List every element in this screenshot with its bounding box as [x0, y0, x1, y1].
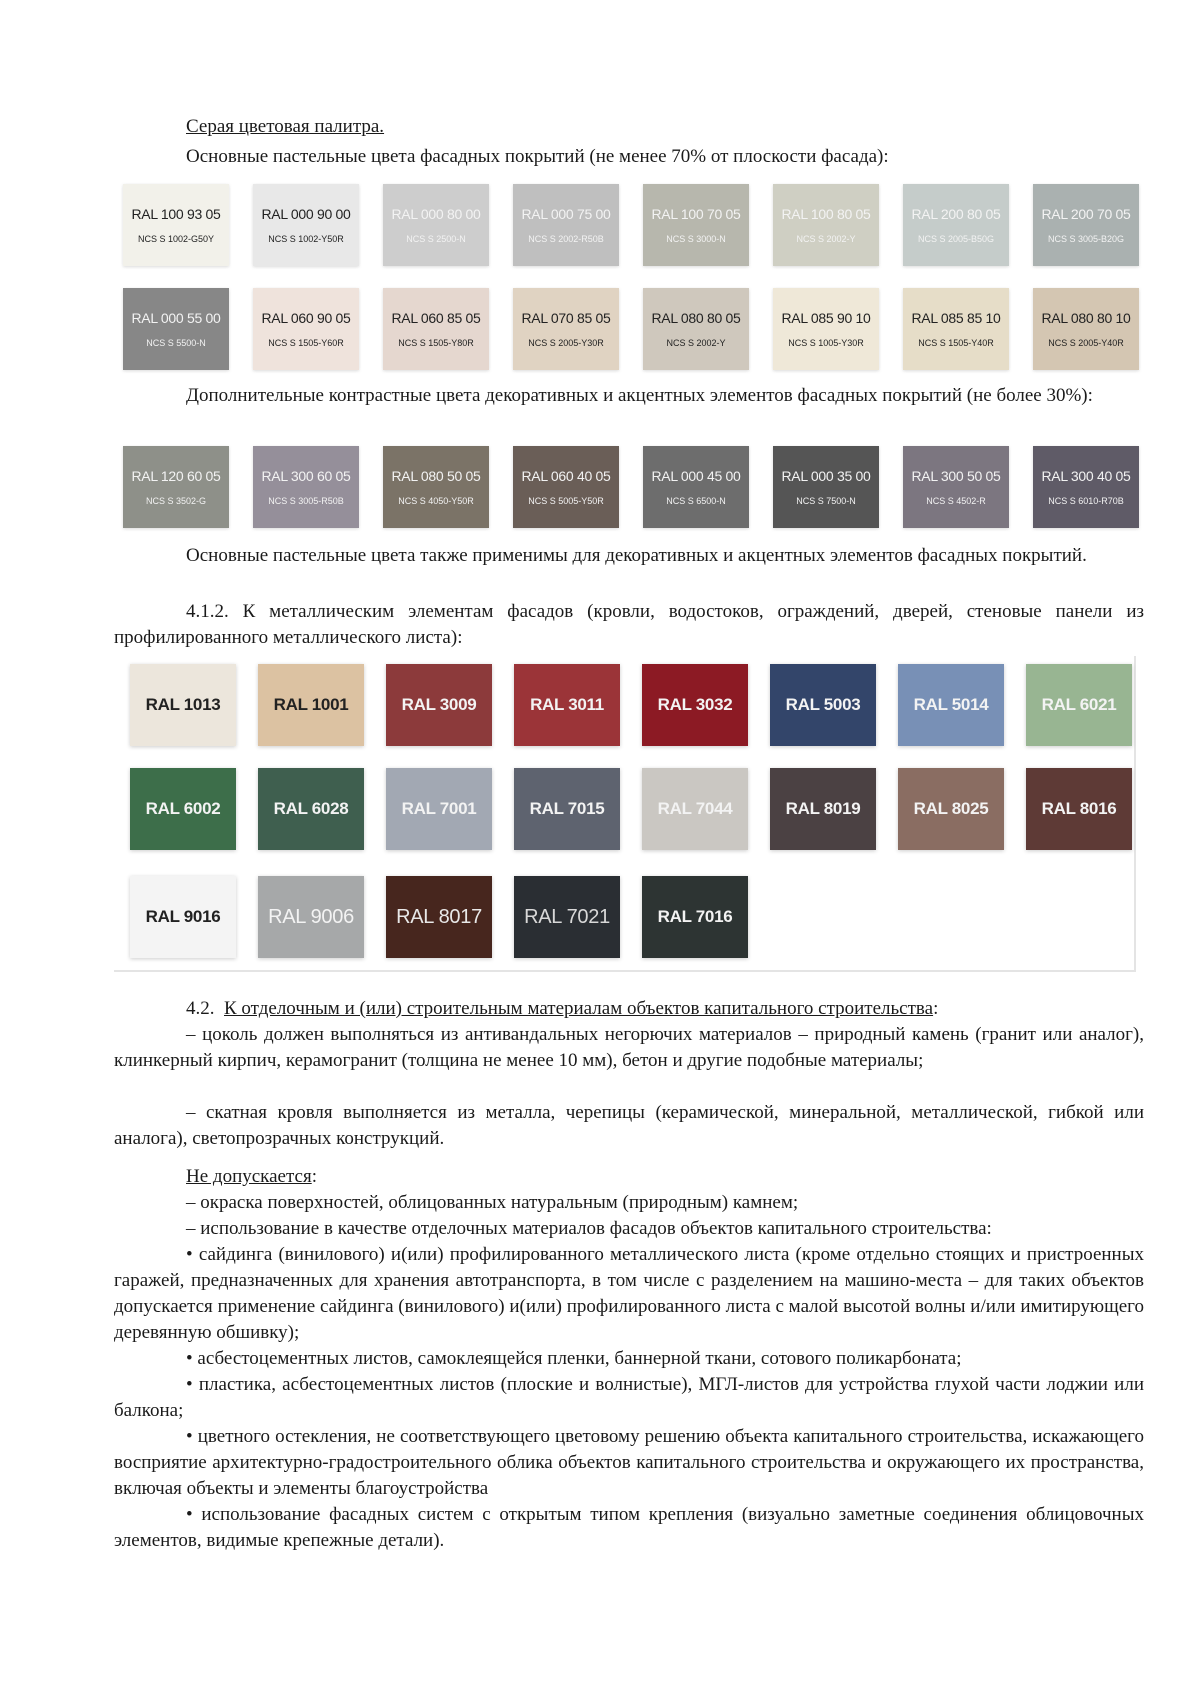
swatch-ral-code: RAL 000 45 00 [651, 468, 741, 484]
swatch-ral-code: RAL 100 70 05 [651, 206, 741, 222]
swatch-ral-code: RAL 000 75 00 [521, 206, 611, 222]
color-swatch [903, 288, 1009, 370]
metal-palette [114, 656, 1136, 972]
note-pastel: Основные пастельные цвета также применимы для декоративных и акцентных элементов фасадных покрытий. [186, 545, 1087, 566]
color-swatch [643, 288, 749, 370]
swatch-ncs-code: NCS S 2005-Y30R [528, 338, 604, 348]
swatch-ncs-code: NCS S 4050-Y50R [398, 496, 474, 506]
swatch-ncs-code: NCS S 3005-B20G [1047, 234, 1125, 244]
metal-color-swatch: RAL 3009 [386, 664, 492, 746]
swatch-ral-code: RAL 300 60 05 [261, 468, 351, 484]
color-swatch [253, 288, 359, 370]
metal-color-swatch: RAL 7016 [642, 876, 748, 958]
intro-contrast-colors: Дополнительные контрастные цвета декоративных и акцентных элементов фасадных покрытий (не более 30%): [186, 385, 1093, 406]
metal-color-swatch: RAL 7015 [514, 768, 620, 850]
swatch-ncs-code: NCS S 1505-Y80R [398, 338, 474, 348]
swatch-ncs-code: NCS S 1002-Y50R [268, 234, 344, 244]
metal-color-swatch: RAL 8016 [1026, 768, 1132, 850]
swatch-ncs-code: NCS S 6010-R70B [1048, 496, 1124, 506]
bullet-open-fastening: • использование фасадных систем с открытым типом крепления (визуально заметные соединения облицовочных элементов, видимые крепежные детали). [114, 1504, 1144, 1551]
swatch-ncs-code: NCS S 1005-Y30R [788, 338, 864, 348]
color-swatch [773, 446, 879, 528]
metal-color-swatch: RAL 3032 [642, 664, 748, 746]
not-allowed-heading: Не допускается: [186, 1166, 317, 1187]
color-swatch [123, 288, 229, 370]
color-swatch [773, 184, 879, 266]
swatch-ncs-code: NCS S 3502-G [145, 496, 207, 506]
not-allowed-item-1: – окраска поверхностей, облицованных натуральным (природным) камнем; [186, 1192, 799, 1213]
section-4-2-title: К отделочным и (или) строительным материалам объектов капитального строительства [224, 998, 934, 1019]
contrast-palette-row [123, 446, 1163, 528]
swatch-ral-code: RAL 200 70 05 [1041, 206, 1131, 222]
swatch-ral-code: RAL 080 50 05 [391, 468, 481, 484]
swatch-ral-code: RAL 000 35 00 [781, 468, 871, 484]
metal-color-swatch: RAL 8025 [898, 768, 1004, 850]
swatch-ncs-code: NCS S 2002-Y [666, 338, 726, 348]
color-swatch [1033, 446, 1139, 528]
swatch-ral-code: RAL 000 90 00 [261, 206, 351, 222]
metal-color-swatch: RAL 7001 [386, 768, 492, 850]
color-swatch [903, 184, 1009, 266]
swatch-ral-code: RAL 060 40 05 [521, 468, 611, 484]
metal-color-swatch: RAL 5003 [770, 664, 876, 746]
swatch-ncs-code: NCS S 7500-N [796, 496, 856, 506]
metal-color-swatch: RAL 6028 [258, 768, 364, 850]
color-swatch [253, 446, 359, 528]
bullet-asbestos: • асбестоцементных листов, самоклеящейся пленки, баннерной ткани, сотового поликарбоната; [186, 1348, 962, 1369]
swatch-ral-code: RAL 060 85 05 [391, 310, 481, 326]
color-swatch [123, 184, 229, 266]
swatch-ncs-code: NCS S 3000-N [666, 234, 726, 244]
section-4-2-heading: 4.2. К отделочным и (или) строительным материалам объектов капитального строительства: [186, 998, 939, 1019]
color-swatch [643, 446, 749, 528]
swatch-ral-code: RAL 060 90 05 [261, 310, 351, 326]
color-swatch [123, 446, 229, 528]
swatch-ncs-code: NCS S 5500-N [146, 338, 206, 348]
color-swatch [383, 446, 489, 528]
metal-color-swatch: RAL 1013 [130, 664, 236, 746]
color-swatch [903, 446, 1009, 528]
swatch-ral-code: RAL 085 85 10 [911, 310, 1001, 326]
metal-color-swatch: RAL 1001 [258, 664, 364, 746]
color-swatch [1033, 184, 1139, 266]
swatch-ncs-code: NCS S 4502-R [926, 496, 986, 506]
color-swatch [383, 184, 489, 266]
roof-requirement: – скатная кровля выполняется из металла, черепицы (керамической, минеральной, металлической, гибкой или аналога), светопрозрачных конструкций. [114, 1102, 1144, 1149]
swatch-ncs-code: NCS S 6500-N [666, 496, 726, 506]
metal-color-swatch: RAL 6021 [1026, 664, 1132, 746]
color-swatch [383, 288, 489, 370]
intro-main-colors: Основные пастельные цвета фасадных покрытий (не менее 70% от плоскости фасада): [186, 146, 889, 167]
swatch-ral-code: RAL 300 40 05 [1041, 468, 1131, 484]
swatch-ral-code: RAL 085 90 10 [781, 310, 871, 326]
swatch-ncs-code: NCS S 5005-Y50R [528, 496, 604, 506]
swatch-ral-code: RAL 000 80 00 [391, 206, 481, 222]
swatch-ncs-code: NCS S 2005-Y40R [1048, 338, 1124, 348]
swatch-ral-code: RAL 300 50 05 [911, 468, 1001, 484]
metal-color-swatch: RAL 5014 [898, 664, 1004, 746]
swatch-ral-code: RAL 200 80 05 [911, 206, 1001, 222]
plinth-requirement: – цоколь должен выполняться из антивандальных негорючих материалов – природный камень (гранит или аналог), клинкерный кирпич, керамогранит (толщина не менее 10 мм), бетон и другие подобные материалы; [114, 1024, 1144, 1071]
swatch-ncs-code: NCS S 2002-R50B [528, 234, 604, 244]
metal-color-swatch: RAL 8019 [770, 768, 876, 850]
swatch-ral-code: RAL 080 80 10 [1041, 310, 1131, 326]
swatch-ral-code: RAL 000 55 00 [131, 310, 221, 326]
metal-color-swatch: RAL 6002 [130, 768, 236, 850]
swatch-ncs-code: NCS S 1505-Y60R [268, 338, 344, 348]
main-palette-row-1 [123, 184, 1163, 266]
bullet-siding: • сайдинга (винилового) и(или) профилированного металлического листа (кроме отдельно стоящих и пристроенных гаражей, предназначенных для хранения автотранспорта, в том числе с разделением на машино-места – для таких объектов допускается применение сайдинга (винилового) и(или) профилированного листа с малой высотой волны и/или имитирующего деревянную обшивку); [114, 1244, 1144, 1343]
main-palette-row-2 [123, 288, 1163, 370]
swatch-ral-code: RAL 100 93 05 [131, 206, 221, 222]
swatch-ncs-code: NCS S 1002-G50Y [137, 234, 215, 244]
bullet-plastic: • пластика, асбестоцементных листов (плоские и волнистые), МГЛ-листов для устройства глухой части лоджии или балкона; [114, 1374, 1144, 1421]
metal-color-swatch: RAL 9016 [130, 876, 236, 958]
swatch-ral-code: RAL 120 60 05 [131, 468, 221, 484]
swatch-ral-code: RAL 080 80 05 [651, 310, 741, 326]
swatch-ncs-code: NCS S 2500-N [406, 234, 466, 244]
metal-color-swatch: RAL 7044 [642, 768, 748, 850]
metal-color-swatch: RAL 7021 [514, 876, 620, 958]
swatch-ncs-code: NCS S 2002-Y [796, 234, 856, 244]
swatch-ral-code: RAL 100 80 05 [781, 206, 871, 222]
color-swatch [513, 288, 619, 370]
metal-color-swatch: RAL 8017 [386, 876, 492, 958]
swatch-ncs-code: NCS S 2005-B50G [917, 234, 995, 244]
swatch-ncs-code: NCS S 1505-Y40R [918, 338, 994, 348]
color-swatch [513, 446, 619, 528]
bullet-colored-glazing: • цветного остекления, не соответствующего цветовому решению объекта капитального строительства, искажающего восприятие архитектурно-градостроительного облика объектов капитального строительства и окружающего их пространства, включая объекты и элементы благоустройства [114, 1426, 1144, 1499]
swatch-ral-code: RAL 070 85 05 [521, 310, 611, 326]
color-swatch [513, 184, 619, 266]
color-swatch [773, 288, 879, 370]
metal-color-swatch: RAL 3011 [514, 664, 620, 746]
swatch-ncs-code: NCS S 3005-R50B [268, 496, 344, 506]
color-swatch [643, 184, 749, 266]
metal-intro: 4.1.2. К металлическим элементам фасадов (кровли, водостоков, ограждений, дверей, стеновые панели из профилированного металлического листа): [114, 601, 1144, 648]
heading-gray-palette: Серая цветовая палитра. [186, 116, 385, 137]
color-swatch [1033, 288, 1139, 370]
metal-color-swatch: RAL 9006 [258, 876, 364, 958]
color-swatch [253, 184, 359, 266]
not-allowed-item-2: – использование в качестве отделочных материалов фасадов объектов капитального строительства: [186, 1218, 992, 1239]
